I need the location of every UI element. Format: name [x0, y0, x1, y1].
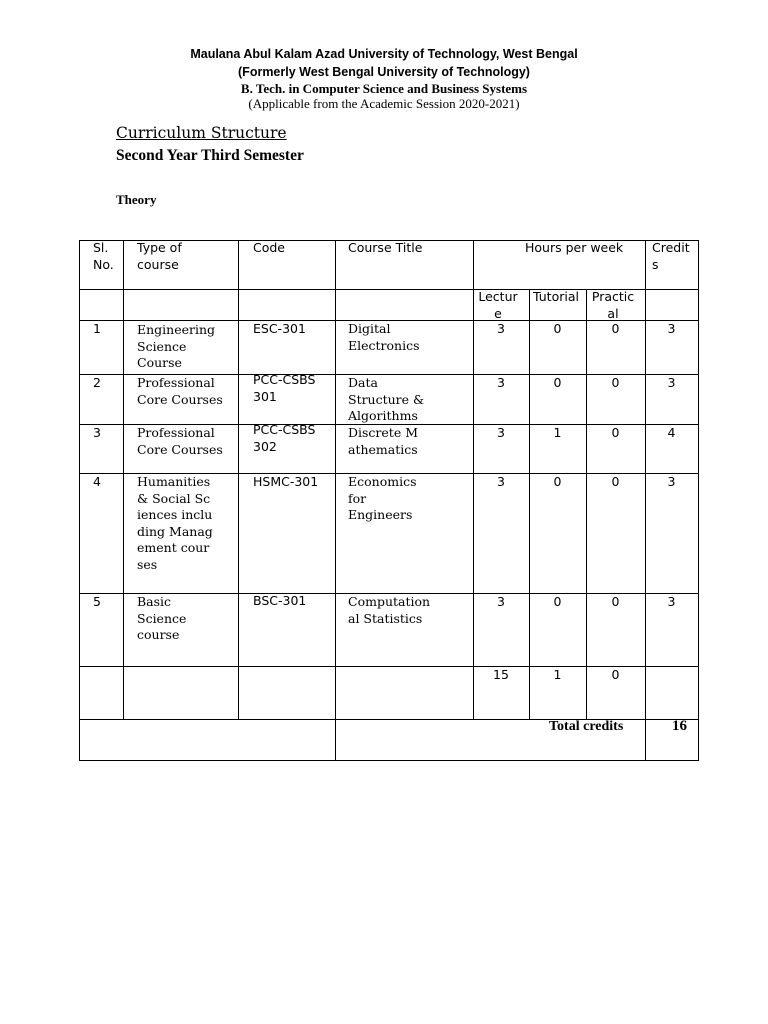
university-former-name: (Formerly West Bengal University of Technology) — [238, 65, 530, 79]
header-code: Code — [253, 240, 286, 255]
row-1-type: Engineering Science Course — [137, 322, 216, 370]
header-hours-per-week: Hours per week — [525, 240, 624, 255]
row-3-practical: 0 — [611, 425, 620, 440]
row-1-title: Digital Electronics — [348, 321, 420, 353]
semester-title: Second Year Third Semester — [116, 147, 304, 164]
row-4-lecture: 3 — [497, 474, 505, 489]
row-4-code: HSMC-301 — [253, 474, 319, 489]
row-3-title: Discrete Mathematics — [348, 425, 419, 457]
header-credits: Credits — [652, 240, 690, 272]
row-2-credits: 3 — [667, 375, 676, 390]
row-4-tutorial: 0 — [553, 474, 562, 489]
row-3-lecture: 3 — [497, 425, 505, 440]
section-title: Theory — [116, 192, 157, 207]
row-1-tutorial: 0 — [553, 321, 562, 336]
row-2-lecture: 3 — [497, 375, 505, 390]
row-3-credits: 4 — [667, 425, 676, 440]
row-2-sl: 2 — [93, 375, 101, 390]
row-2-type: Professional Core Courses — [137, 375, 223, 407]
row-5-tutorial: 0 — [553, 594, 562, 609]
row-3-code: PCC-CSBS302 — [253, 422, 316, 454]
header-type-of-course: Type of course — [137, 240, 182, 272]
row-4-practical: 0 — [611, 474, 620, 489]
row-1-practical: 0 — [611, 321, 620, 336]
row-1-lecture: 3 — [497, 321, 505, 336]
row-2-code: PCC-CSBS301 — [253, 372, 316, 404]
row-3-sl: 3 — [93, 425, 101, 440]
academic-session: (Applicable from the Academic Session 2020-2021) — [248, 96, 520, 111]
total-tutorial: 1 — [553, 667, 562, 682]
row-1-code: ESC-301 — [253, 321, 306, 336]
row-2-tutorial: 0 — [553, 375, 562, 390]
row-3-type: Professional Core Courses — [137, 425, 223, 457]
row-4-sl: 4 — [93, 474, 101, 489]
header-lecture: Lecture — [478, 289, 518, 321]
row-2-practical: 0 — [611, 375, 620, 390]
header-practical: Practical — [591, 289, 635, 321]
total-practical: 0 — [611, 667, 620, 682]
row-5-code: BSC-301 — [253, 593, 307, 608]
total-credits-label: Total credits — [549, 719, 624, 734]
curriculum-title: Curriculum Structure — [116, 124, 287, 142]
row-1-sl: 1 — [93, 321, 101, 336]
row-3-tutorial: 1 — [553, 425, 562, 440]
header-tutorial: Tutorial — [533, 289, 579, 304]
row-1-credits: 3 — [667, 321, 676, 336]
header-sl-no: Sl. No. — [93, 240, 114, 272]
total-credits-value: 16 — [672, 718, 687, 734]
row-4-type: Humanities & Social Sciences including Management courses — [137, 474, 213, 572]
row-4-title: Economics for Engineers — [348, 474, 417, 522]
header-course-title: Course Title — [348, 240, 423, 255]
row-2-title: Data Structure & Algorithms — [348, 375, 425, 423]
row-5-sl: 5 — [93, 594, 101, 609]
row-5-type: Basic Science course — [137, 594, 187, 642]
row-5-lecture: 3 — [497, 594, 505, 609]
university-name: Maulana Abul Kalam Azad University of Technology, West Bengal — [190, 47, 578, 61]
row-5-practical: 0 — [611, 594, 620, 609]
row-5-credits: 3 — [667, 594, 676, 609]
total-lecture: 15 — [493, 667, 509, 682]
program-name: B. Tech. in Computer Science and Business Systems — [240, 81, 528, 96]
row-5-title: Computational Statistics — [348, 594, 431, 626]
row-4-credits: 3 — [667, 474, 676, 489]
